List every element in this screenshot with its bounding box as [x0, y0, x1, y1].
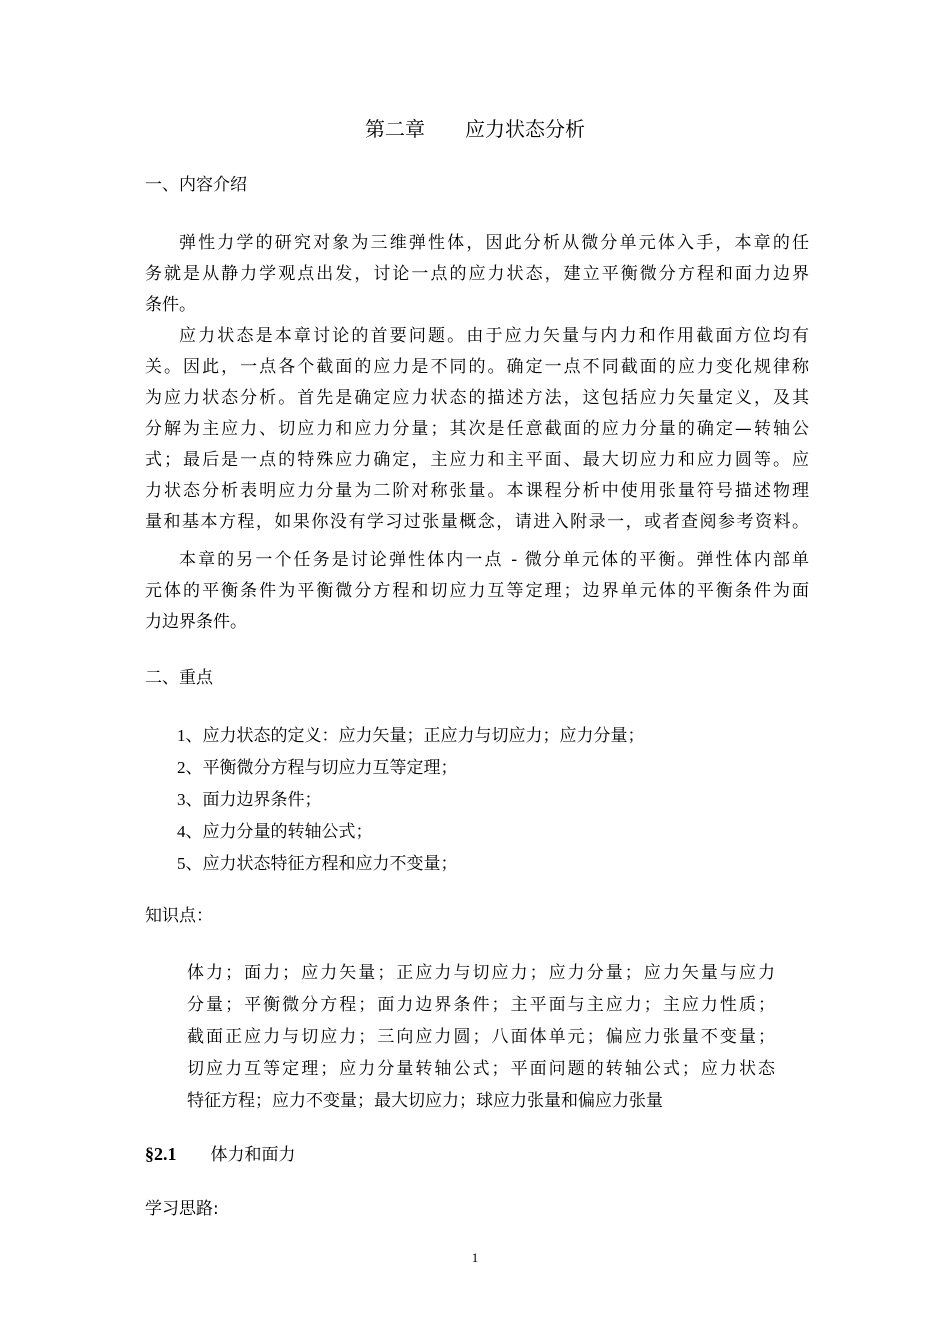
knowledge-line: 截面正应力与切应力；三向应力圆；八面体单元；偏应力张量不变量；: [187, 1027, 775, 1047]
focus-list: [177, 720, 645, 880]
paragraph-line: 量和基本方程，如果你没有学习过张量概念，请进入附录一，或者查阅参考资料。: [145, 512, 809, 532]
list-item-number: 3: [177, 790, 186, 809]
page-number: 1: [471, 1250, 479, 1265]
list-item-number: 4: [177, 822, 186, 841]
paragraph-line: 关。因此，一点各个截面的应力是不同的。确定一点不同截面的应力变化规律称: [145, 357, 809, 377]
list-item-number: 1: [177, 726, 186, 745]
list-item: [177, 752, 645, 784]
list-item: [177, 720, 645, 752]
list-item-text: 、平衡微分方程与切应力互等定理；: [185, 758, 458, 778]
section-2-1-heading: [145, 1142, 296, 1167]
section-heading-focus: 二、重点: [145, 668, 213, 688]
paragraph-intro-2: [145, 321, 809, 538]
paragraph-intro-3: [145, 545, 809, 638]
paragraph-line: 条件。: [145, 295, 196, 315]
knowledge-line: 体力；面力；应力矢量；正应力与切应力；应力分量；应力矢量与应力: [187, 963, 775, 983]
paragraph-line: 应力状态是本章讨论的首要问题。由于应力矢量与内力和作用截面方位均有: [179, 326, 809, 346]
list-item: [177, 816, 645, 848]
paragraph-line: 本章的另一个任务是讨论弹性体内一点 - 微分单元体的平衡。弹性体内部单: [179, 550, 809, 570]
list-item-text: 、应力状态的定义：应力矢量；正应力与切应力；应力分量；: [185, 726, 645, 746]
list-item-text: 、应力状态特征方程和应力不变量；: [185, 854, 458, 874]
paragraph-intro-1: [145, 228, 809, 321]
list-item-text: 、应力分量的转轴公式；: [185, 822, 373, 842]
list-item: [177, 848, 645, 880]
section-title: 体力和面力: [210, 1145, 296, 1165]
study-heading: 学习思路:: [145, 1199, 219, 1219]
chapter-title: 第二章 应力状态分析: [365, 117, 585, 141]
paragraph-line: 力边界条件。: [145, 612, 247, 632]
paragraph-line: 元体的平衡条件为平衡微分方程和切应力互等定理；边界单元体的平衡条件为面: [145, 581, 809, 601]
knowledge-points: [187, 957, 775, 1117]
list-item-number: 2: [177, 758, 186, 777]
section-heading-intro: 一、内容介绍: [145, 175, 247, 195]
paragraph-line: 弹性力学的研究对象为三维弹性体，因此分析从微分单元体入手，本章的任: [179, 233, 809, 253]
paragraph-line: 力状态分析表明应力分量为二阶对称张量。本课程分析中使用张量符号描述物理: [145, 481, 809, 501]
knowledge-line: 分量；平衡微分方程；面力边界条件；主平面与主应力；主应力性质；: [187, 995, 775, 1015]
knowledge-heading: 知识点：: [145, 906, 213, 926]
paragraph-line: 式；最后是一点的特殊应力确定，主应力和主平面、最大切应力和应力圆等。应: [145, 450, 809, 470]
paragraph-line: 为应力状态分析。首先是确定应力状态的描述方法，这包括应力矢量定义，及其: [145, 388, 809, 408]
paragraph-line: 分解为主应力、切应力和应力分量；其次是任意截面的应力分量的确定—转轴公: [145, 419, 809, 439]
knowledge-line: 切应力互等定理；应力分量转轴公式；平面问题的转轴公式；应力状态: [187, 1059, 775, 1079]
list-item-text: 、面力边界条件；: [185, 790, 322, 810]
paragraph-line: 务就是从静力学观点出发，讨论一点的应力状态，建立平衡微分方程和面力边界: [145, 264, 809, 284]
section-number: §2.1: [145, 1144, 177, 1164]
knowledge-line: 特征方程；应力不变量；最大切应力；球应力张量和偏应力张量: [187, 1091, 663, 1111]
list-item-number: 5: [177, 854, 186, 873]
list-item: [177, 784, 645, 816]
